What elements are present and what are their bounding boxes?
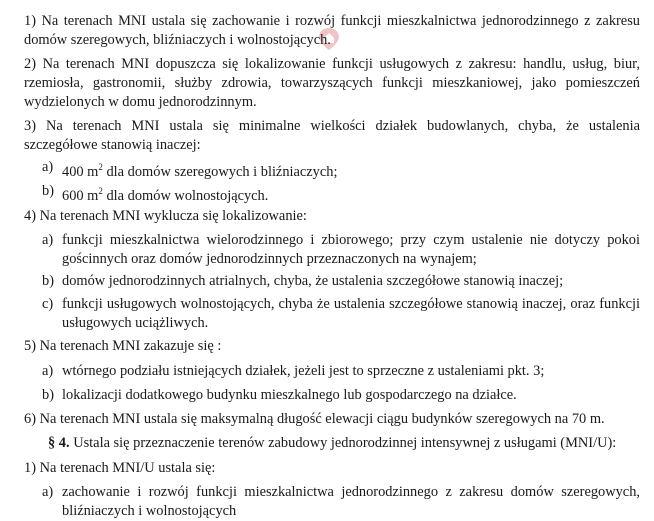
list-item-text: funkcji mieszkalnictwa wielorodzinnego i zbiorowego; przy czym ustalenie nie dotyczy pokoi gościnnych oraz domów jednorodzinnych przeznaczonych na wynajem;: [62, 232, 640, 267]
paragraph-4: 4) Na terenach MNI wyklucza się lokalizowanie:: [24, 208, 307, 224]
list-item-label: b): [42, 273, 54, 289]
list-item-text: lokalizacji dodatkowego budynku mieszkalnego lub gospodarczego na działce.: [62, 387, 517, 403]
paragraph-6: 6) Na terenach MNI ustala się maksymalną długość elewacji ciągu budynków szeregowych na 70 m.: [24, 411, 605, 427]
list-item: [42, 231, 640, 269]
list-item-label: b): [42, 387, 54, 403]
list-item: b) 600 $m^2$ dla domów wolnostojących.: [42, 183, 269, 204]
list-item: a) 400 $m^2$ dla domów szeregowych i bliźniaczych;: [42, 159, 338, 180]
list-item-label: a): [42, 363, 54, 379]
paragraph-5: 5) Na terenach MNI zakazuje się :: [24, 338, 222, 354]
list-item: [42, 272, 640, 291]
list-item-label: b): [42, 183, 54, 199]
paragraph-1: 1) Na terenach MNI ustala się zachowanie i rozwój funkcji mieszkalnictwa jednorodzinnego z zakresu domów szeregowych, bliźniaczych i wolnostojących.: [24, 13, 640, 48]
list-item-text: wtórnego podziału istniejących działek, jeżeli jest to sprzeczne z ustaleniami pkt. 3;: [62, 363, 545, 379]
list-item-text: funkcji usługowych wolnostojących, chyba że ustalenia szczegółowe stanowią inaczej, oraz funkcji usługowych uciążliwych.: [62, 296, 640, 331]
list-item: [42, 386, 640, 405]
paragraph-3: 3) Na terenach MNI ustala się minimalne wielkości działek budowlanych, chyba, że ustalenia szczegółowe stanowią inaczej:: [24, 118, 640, 153]
list-item-text: zachowanie i rozwój funkcji mieszkalnictwa jednorodzinnego z zakresu domów szeregowych, bliźniaczych i wolnostojących: [62, 484, 640, 519]
list-item: [42, 483, 640, 521]
list-item: [42, 362, 640, 381]
section-title: Ustala się przeznaczenie terenów zabudowy jednorodzinnej intensywnej z usługami (MNI/U):: [69, 435, 617, 451]
list-item-label: a): [42, 484, 54, 500]
paragraph-q1: 1) Na terenach MNI/U ustala się:: [24, 460, 216, 476]
list-item-label: a): [42, 159, 54, 175]
list-item-label: c): [42, 296, 54, 312]
list-item-text: domów jednorodzinnych atrialnych, chyba, że ustalenia szczegółowe stanowią inaczej;: [62, 273, 564, 289]
section-number: § 4.: [48, 435, 70, 451]
list-item: [42, 295, 640, 333]
paragraph-2: 2) Na terenach MNI dopuszcza się lokalizowanie funkcji usługowych z zakresu: handlu, usług, biur, rzemiosła, gastronomii, służby zdrowia, towarzyszących funkcji mieszkaniowej, jako pomieszczeń wydzielonych w domu jednorodzinnym.: [24, 56, 640, 110]
section-heading: [48, 434, 640, 453]
list-item-label: a): [42, 232, 54, 248]
